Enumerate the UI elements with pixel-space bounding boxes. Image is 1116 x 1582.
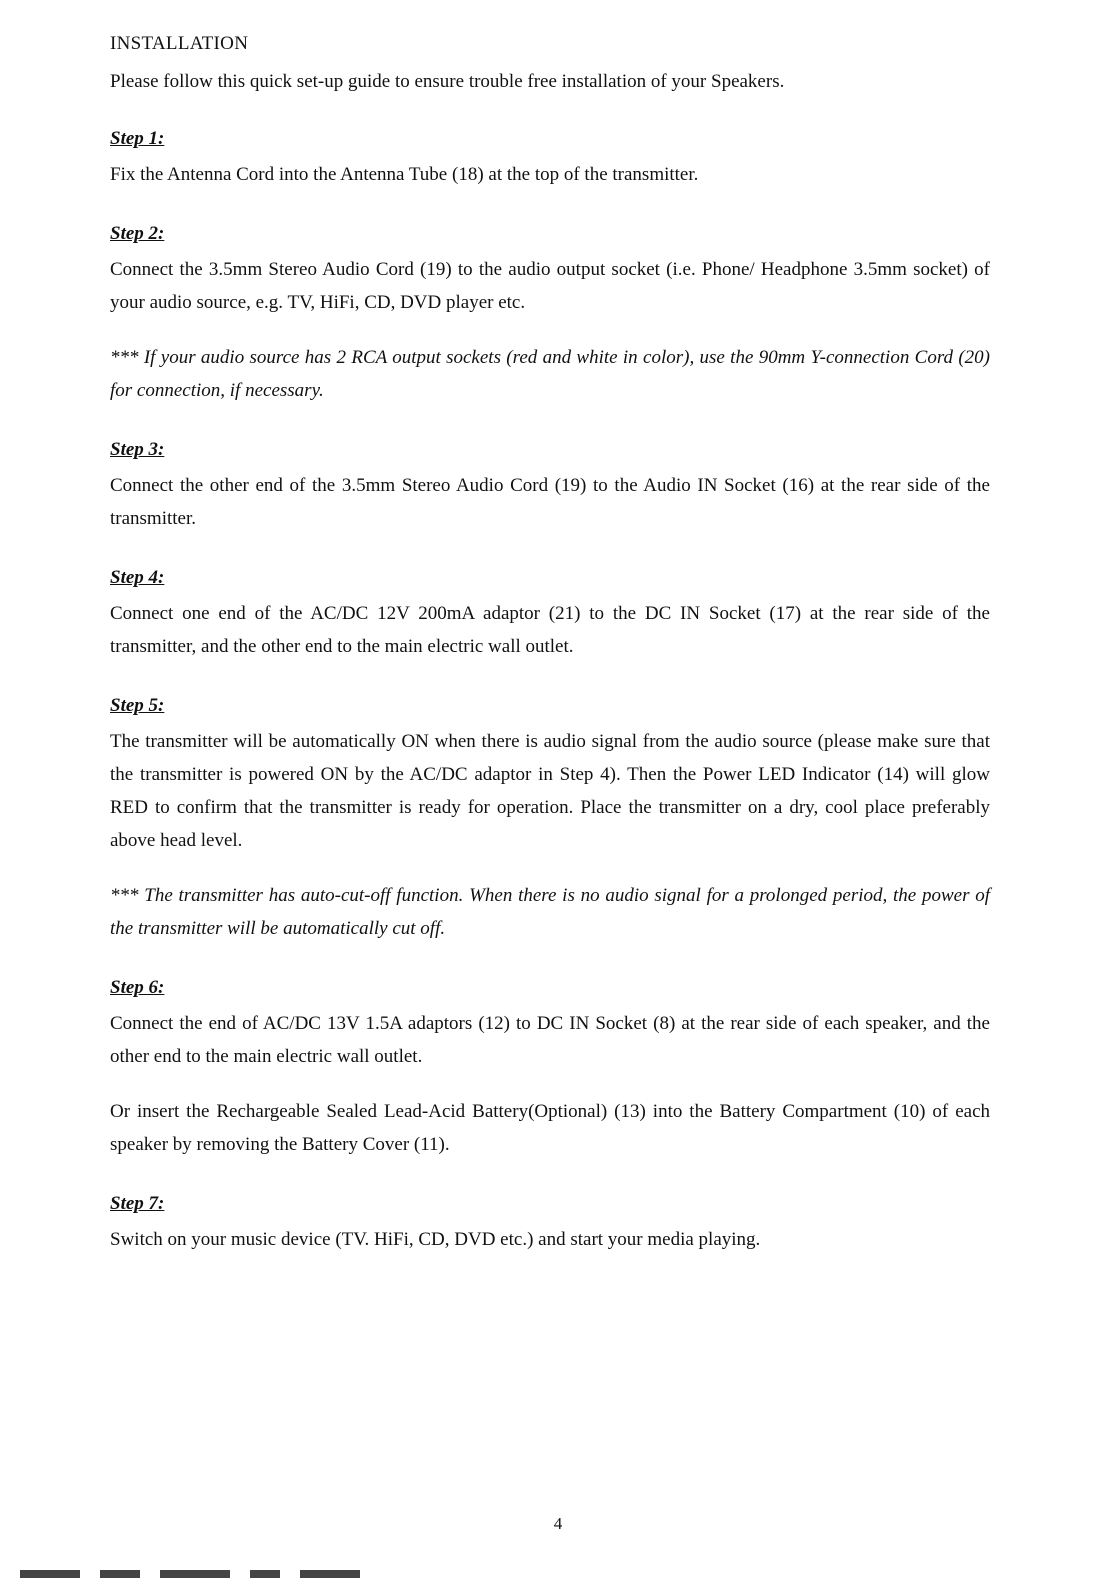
section-heading: INSTALLATION <box>110 33 249 54</box>
step-1-title: Step 1: <box>110 128 165 149</box>
step-6-title: Step 6: <box>110 977 165 998</box>
step-2-title: Step 2: <box>110 223 165 244</box>
step-6-text: Connect the end of AC/DC 13V 1.5A adaptors (12) to DC IN Socket (8) at the rear side of each speaker, and the other end to the main electric wall outlet. <box>110 1013 990 1067</box>
step-5-text: The transmitter will be automatically ON when there is audio signal from the audio source (please make sure that the transmitter is powered ON by the AC/DC adaptor in Step 4). Then the Power LED Indicator (14) will glow RED to confirm that the transmitter is ready for operation. Place the transmitter on a dry, cool place preferably above head level. <box>110 731 990 851</box>
scan-edge-artifact <box>0 1566 1116 1582</box>
step-7-text: Switch on your music device (TV. HiFi, CD, DVD etc.) and start your media playing. <box>110 1229 761 1250</box>
step-5-note: *** The transmitter has auto-cut-off function. When there is no audio signal for a prolonged period, the power of the transmitter will be automatically cut off. <box>110 885 990 939</box>
step-4-title: Step 4: <box>110 567 165 588</box>
step-1-text: Fix the Antenna Cord into the Antenna Tube (18) at the top of the transmitter. <box>110 164 699 185</box>
page-number: 4 <box>553 1514 563 1533</box>
step-2-note: *** If your audio source has 2 RCA output sockets (red and white in color), use the 90mm Y-connection Cord (20) for connection, if necessary. <box>110 347 990 401</box>
step-3-text: Connect the other end of the 3.5mm Stereo Audio Cord (19) to the Audio IN Socket (16) at the rear side of the transmitter. <box>110 475 990 529</box>
step-5-title: Step 5: <box>110 695 165 716</box>
intro-paragraph: Please follow this quick set-up guide to ensure trouble free installation of your Speakers. <box>110 71 785 92</box>
step-4-text: Connect one end of the AC/DC 12V 200mA adaptor (21) to the DC IN Socket (17) at the rear side of the transmitter, and the other end to the main electric wall outlet. <box>110 603 990 657</box>
step-7-title: Step 7: <box>110 1193 165 1214</box>
step-6-battery-text: Or insert the Rechargeable Sealed Lead-Acid Battery(Optional) (13) into the Battery Compartment (10) of each speaker by removing the Battery Cover (11). <box>110 1101 990 1155</box>
page-content <box>110 30 990 1256</box>
step-2-text: Connect the 3.5mm Stereo Audio Cord (19) to the audio output socket (i.e. Phone/ Headphone 3.5mm socket) of your audio source, e.g. TV, HiFi, CD, DVD player etc. <box>110 259 990 313</box>
step-3-title: Step 3: <box>110 439 165 460</box>
